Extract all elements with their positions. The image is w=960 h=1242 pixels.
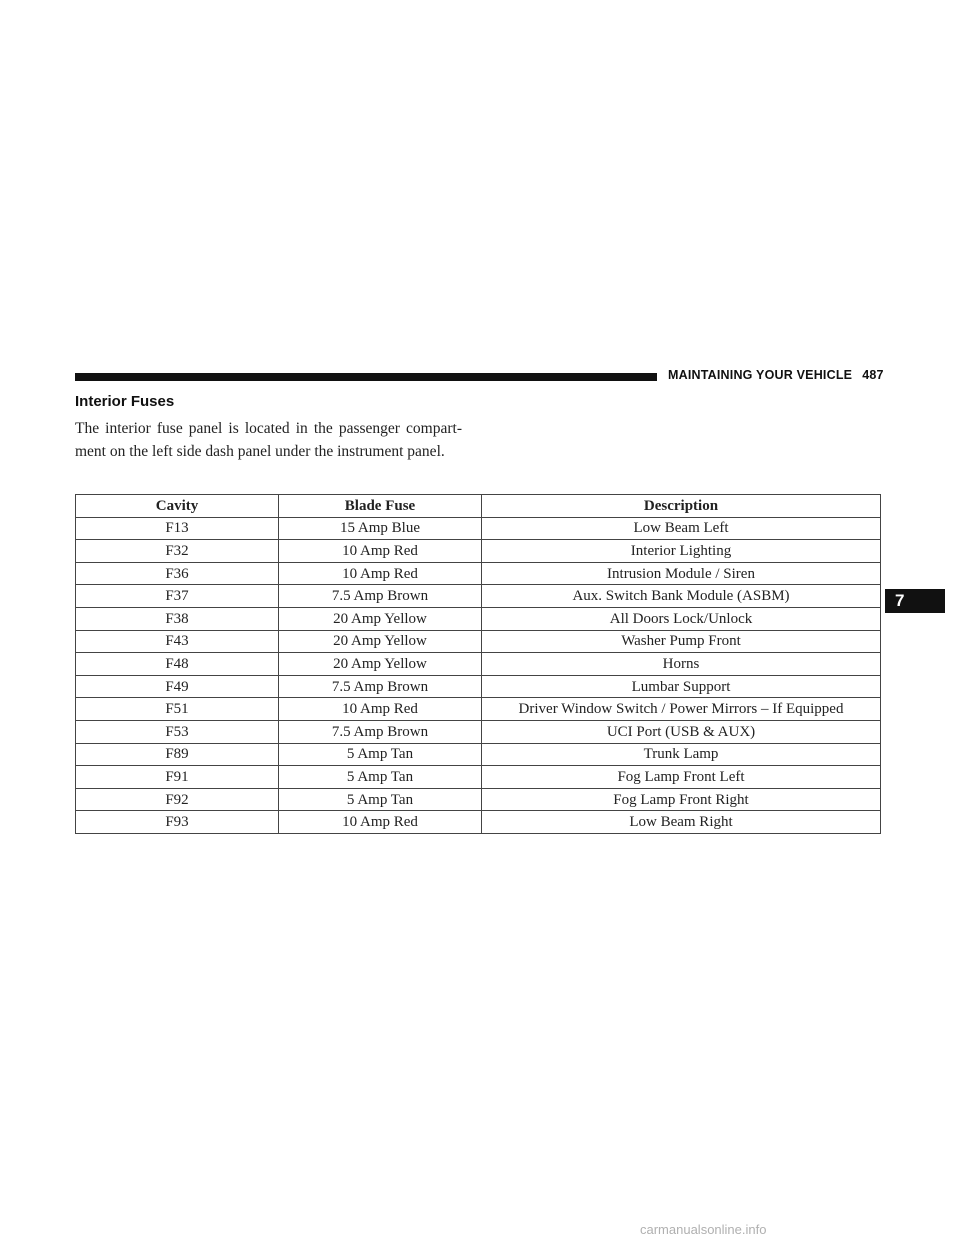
blade-fuse-cell: 5 Amp Tan [279,743,482,766]
description-cell: UCI Port (USB & AUX) [482,720,881,743]
column-header-description: Description [482,495,881,518]
header-rule [75,373,657,381]
cavity-cell: F51 [76,698,279,721]
description-cell: Intrusion Module / Siren [482,562,881,585]
cavity-cell: F53 [76,720,279,743]
blade-fuse-cell: 10 Amp Red [279,698,482,721]
table-row [76,653,881,676]
blade-fuse-cell: 20 Amp Yellow [279,630,482,653]
column-header-blade-fuse: Blade Fuse [279,495,482,518]
blade-fuse-cell: 7.5 Amp Brown [279,675,482,698]
cavity-cell: F36 [76,562,279,585]
description-cell: Fog Lamp Front Right [482,788,881,811]
table-header-row [76,495,881,518]
cavity-cell: F49 [76,675,279,698]
blade-fuse-cell: 10 Amp Red [279,562,482,585]
description-cell: Driver Window Switch / Power Mirrors – If Equipped [482,698,881,721]
watermark: carmanualsonline.info [640,1222,767,1237]
table-row [76,766,881,789]
intro-paragraph: The interior fuse panel is located in the passenger compart-ment on the left side dash panel under the instrument panel. [75,420,462,460]
blade-fuse-cell: 10 Amp Red [279,811,482,834]
table-row [76,540,881,563]
description-cell: All Doors Lock/Unlock [482,607,881,630]
table-row [76,698,881,721]
blade-fuse-cell: 20 Amp Yellow [279,607,482,630]
blade-fuse-cell: 7.5 Amp Brown [279,720,482,743]
table-row [76,788,881,811]
blade-fuse-cell: 15 Amp Blue [279,517,482,540]
cavity-cell: F13 [76,517,279,540]
table-row [76,585,881,608]
cavity-cell: F38 [76,607,279,630]
cavity-cell: F48 [76,653,279,676]
table-row [76,562,881,585]
cavity-cell: F32 [76,540,279,563]
table-row [76,630,881,653]
section-title: Interior Fuses [75,393,175,410]
table-row [76,607,881,630]
cavity-cell: F91 [76,766,279,789]
running-header [668,368,884,382]
table-row [76,517,881,540]
description-cell: Washer Pump Front [482,630,881,653]
description-cell: Interior Lighting [482,540,881,563]
description-cell: Fog Lamp Front Left [482,766,881,789]
cavity-cell: F37 [76,585,279,608]
description-cell: Low Beam Left [482,517,881,540]
blade-fuse-cell: 5 Amp Tan [279,788,482,811]
blade-fuse-cell: 10 Amp Red [279,540,482,563]
header-section-title: MAINTAINING YOUR VEHICLE [668,368,853,382]
description-cell: Lumbar Support [482,675,881,698]
description-cell: Low Beam Right [482,811,881,834]
cavity-cell: F89 [76,743,279,766]
blade-fuse-cell: 5 Amp Tan [279,766,482,789]
cavity-cell: F92 [76,788,279,811]
table-row [76,743,881,766]
blade-fuse-cell: 20 Amp Yellow [279,653,482,676]
column-header-cavity: Cavity [76,495,279,518]
table-row [76,811,881,834]
table-row [76,720,881,743]
table-row [76,675,881,698]
fuse-table [75,494,881,834]
description-cell: Aux. Switch Bank Module (ASBM) [482,585,881,608]
description-cell: Trunk Lamp [482,743,881,766]
chapter-tab: 7 [885,589,945,613]
description-cell: Horns [482,653,881,676]
page-number: 487 [862,368,884,382]
blade-fuse-cell: 7.5 Amp Brown [279,585,482,608]
cavity-cell: F43 [76,630,279,653]
cavity-cell: F93 [76,811,279,834]
